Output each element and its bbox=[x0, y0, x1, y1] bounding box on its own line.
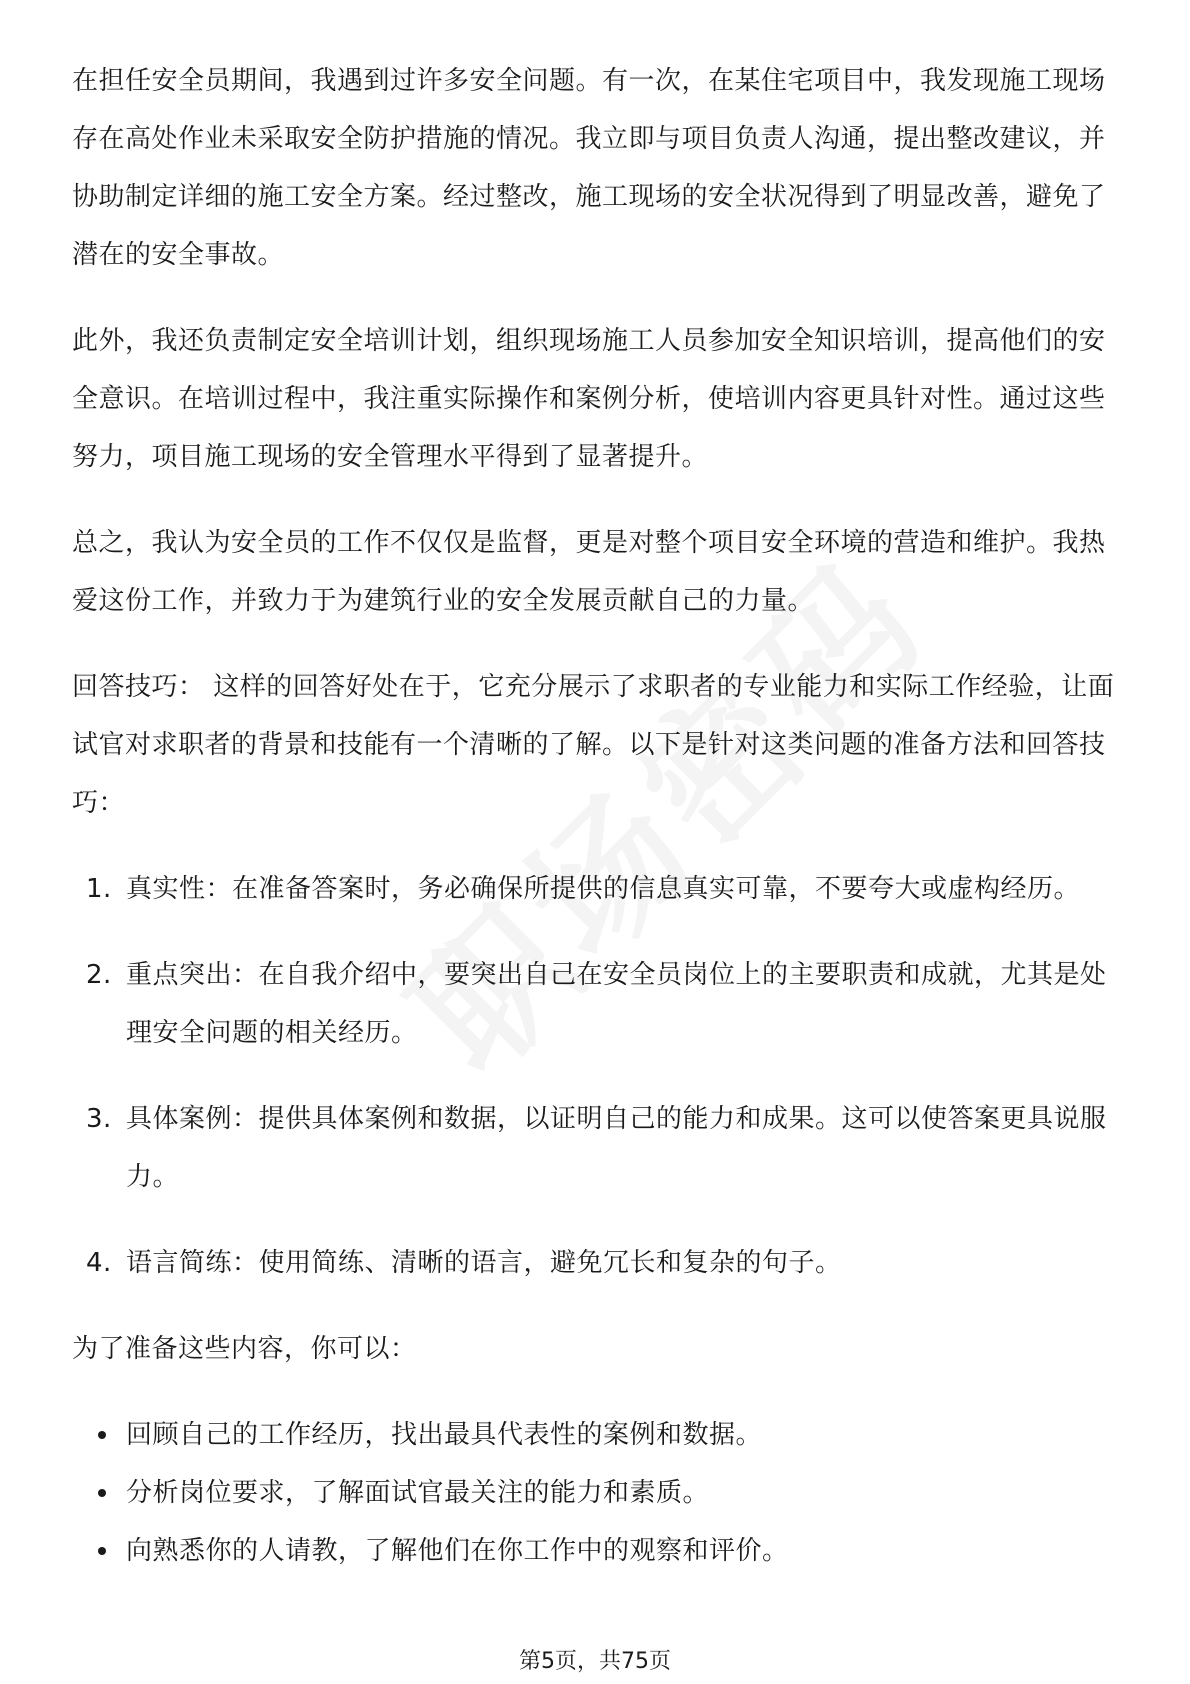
list-item-number: 3. bbox=[86, 1104, 112, 1134]
list-item-number: 4. bbox=[86, 1248, 112, 1278]
list-item bbox=[72, 1234, 1122, 1292]
paragraph-conclusion: 总之，我认为安全员的工作不仅仅是监督，更是对整个项目安全环境的营造和维护。我热爱这份工作，并致力于为建筑行业的安全发展贡献自己的力量。 bbox=[72, 528, 1106, 616]
bullet-icon bbox=[98, 1489, 106, 1497]
list-item-text: 重点突出：在自我介绍中，要突出自己在安全员岗位上的主要职责和成就，尤其是处理安全问题的相关经历。 bbox=[126, 960, 1107, 1048]
page-content bbox=[72, 52, 1122, 1580]
list-item bbox=[72, 1406, 1122, 1464]
list-item-text: 分析岗位要求，了解面试官最关注的能力和素质。 bbox=[126, 1478, 710, 1508]
page-footer: 第5页，共75页 bbox=[519, 1649, 671, 1674]
list-item bbox=[72, 860, 1122, 918]
tips-numbered-list bbox=[72, 860, 1122, 1292]
bullet-icon bbox=[98, 1547, 106, 1555]
list-item-number: 1. bbox=[86, 874, 112, 904]
paragraph-answer-tips: 回答技巧： 这样的回答好处在于，它充分展示了求职者的专业能力和实际工作经验，让面试官对求职者的背景和技能有一个清晰的了解。以下是针对这类问题的准备方法和回答技巧： bbox=[72, 672, 1115, 818]
list-item-text: 真实性：在准备答案时，务必确保所提供的信息真实可靠，不要夸大或虚构经历。 bbox=[126, 874, 1081, 904]
paragraph-prep-intro: 为了准备这些内容，你可以： bbox=[72, 1334, 417, 1364]
list-item bbox=[72, 1464, 1122, 1522]
bullet-icon bbox=[98, 1431, 106, 1439]
list-item bbox=[72, 1522, 1122, 1580]
list-item bbox=[72, 1090, 1122, 1206]
list-item-text: 具体案例：提供具体案例和数据，以证明自己的能力和成果。这可以使答案更具说服力。 bbox=[126, 1104, 1107, 1192]
list-item-text: 语言简练：使用简练、清晰的语言，避免冗长和复杂的句子。 bbox=[126, 1248, 842, 1278]
list-item bbox=[72, 946, 1122, 1062]
list-item-number: 2. bbox=[86, 960, 112, 990]
paragraph-training: 此外，我还负责制定安全培训计划，组织现场施工人员参加安全知识培训，提高他们的安全意识。在培训过程中，我注重实际操作和案例分析，使培训内容更具针对性。通过这些努力，项目施工现场的安全管理水平得到了显著提升。 bbox=[72, 326, 1106, 472]
paragraph-safety-experience: 在担任安全员期间，我遇到过许多安全问题。有一次，在某住宅项目中，我发现施工现场存在高处作业未采取安全防护措施的情况。我立即与项目负责人沟通，提出整改建议，并协助制定详细的施工安全方案。经过整改，施工现场的安全状况得到了明显改善，避免了潜在的安全事故。 bbox=[72, 66, 1106, 270]
list-item-text: 向熟悉你的人请教，了解他们在你工作中的观察和评价。 bbox=[126, 1536, 789, 1566]
list-item-text: 回顾自己的工作经历，找出最具代表性的案例和数据。 bbox=[126, 1420, 763, 1450]
prep-bullet-list bbox=[72, 1406, 1122, 1580]
